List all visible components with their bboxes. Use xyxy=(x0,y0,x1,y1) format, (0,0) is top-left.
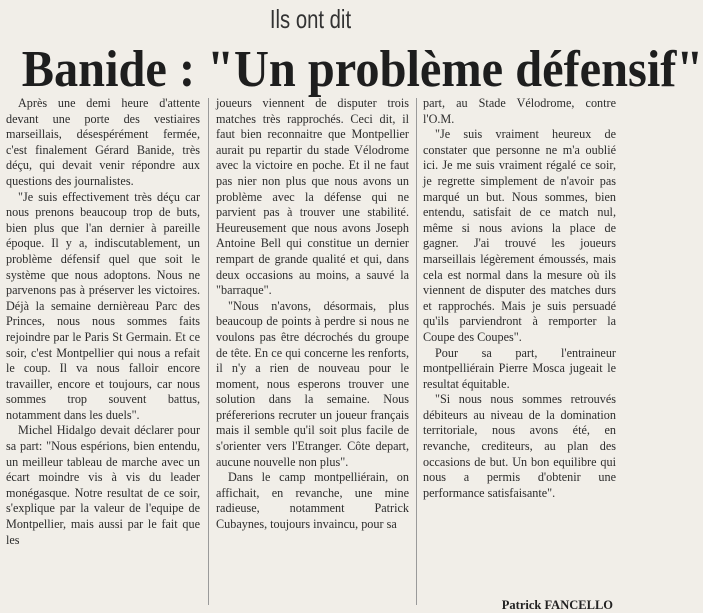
article-column-1 xyxy=(6,96,200,548)
paragraph: Dans le camp montpelliérain, on affichait, en revanche, une mine radieuse, notamment Patrick Cubaynes, toujours invaincu, pour sa xyxy=(216,470,409,532)
column-divider xyxy=(208,98,209,605)
paragraph: "Je suis vraiment heureux de constater que personne ne m'a oublié ici. Je me suis vraiment régalé ce soir, je regrette simplement de n'avoir pas marqué un but. Nous sommes, bien entendu, satisfait de ce match nul, même si nous avions la place de gagner. J'ai trouvé les joueurs marseillais légèrement émoussés, mais cela est normal dans la mesure où ils viennent de disputer des matches durs et rapprochés. Mais je suis persuadé qu'ils parviendront à remporter la Coupe des Coupes". xyxy=(423,127,616,344)
paragraph: part, au Stade Vélodrome, contre l'O.M. xyxy=(423,96,616,126)
paragraph: joueurs viennent de disputer trois matches très rapprochés. Ceci dit, il faut bien reconnaitre que Montpellier aurait pu repartir du stade Vélodrome avec la victoire en poche. Et il ne faut pas nier non plus que nous avons un problème avec la défense qui ne parvient pas à trouver une stabilité. Heureusement que nous avons Joseph Antoine Bell qui constitue un dernier rempart de grande qualité et qui, dans deux occasions au moins, a sauvé la "barraque". xyxy=(216,96,409,298)
paragraph: "Nous n'avons, désormais, plus beaucoup de points à perdre si nous ne voulons pas être décrochés du groupe de tête. En ce qui concerne les renforts, il n'y a rien de nouveau pour le moment, nous esperons trouver une solution dans la semaine. Nous préfererions recruter un joueur français mais il semble qu'il soit plus facile de s'orienter vers l'Etranger. Côte depart, aucune nouvelle non plus". xyxy=(216,298,409,469)
article-column-3 xyxy=(423,96,616,501)
paragraph: Michel Hidalgo devait déclarer pour sa part: "Nous espérions, bien entendu, un meilleur tableau de marche avec un écart moindre vis à vis du leader monégasque. Notre resultat de ce soir, s'explique par la valeur de l'equipe de Montpellier, mais aussi par le fait que les xyxy=(6,423,200,547)
paragraph: Pour sa part, l'entraineur montpelliérain Pierre Mosca jugeait le resultat équitable. xyxy=(423,345,616,391)
author-signature: Patrick FANCELLO xyxy=(501,598,613,612)
paragraph: "Je suis effectivement très déçu car nous prenons beaucoup trop de buts, bien plus que l'an dernier à pareille époque. Il y a, indiscutablement, un problème défensif quel que soit le système que nous adoptons. Nous ne parvenons pas à préserver les victoires. Déjà la semaine dernièreau Parc des Princes, nous nous sommes faits rejoindre par le Paris St Germain. Et ce soir, c'est Montpellier qui nous a refait le coup. Il va nous falloir encore travailler, encore et toujours, car nous sommes trop souvent battus, notamment dans les duels". xyxy=(6,189,200,422)
headline: Banide : "Un problème défensif" xyxy=(21,41,703,98)
kicker: Ils ont dit xyxy=(269,4,352,34)
paragraph: Après une demi heure d'attente devant une porte des vestiaires marseillais, désespérément fermée, c'est finalement Gérard Banide, très déçu, qui devait venir répondre aux questions des journalistes. xyxy=(6,96,200,188)
paragraph: "Si nous nous sommes retrouvés débiteurs au niveau de la domination territoriale, nous avons été, en revanche, crediteurs, au plan des occasions de but. Un bon equilibre qui nous a permis d'obtenir une performance satisfaisante". xyxy=(423,392,616,500)
article-column-2 xyxy=(216,96,409,533)
column-divider xyxy=(416,98,417,605)
